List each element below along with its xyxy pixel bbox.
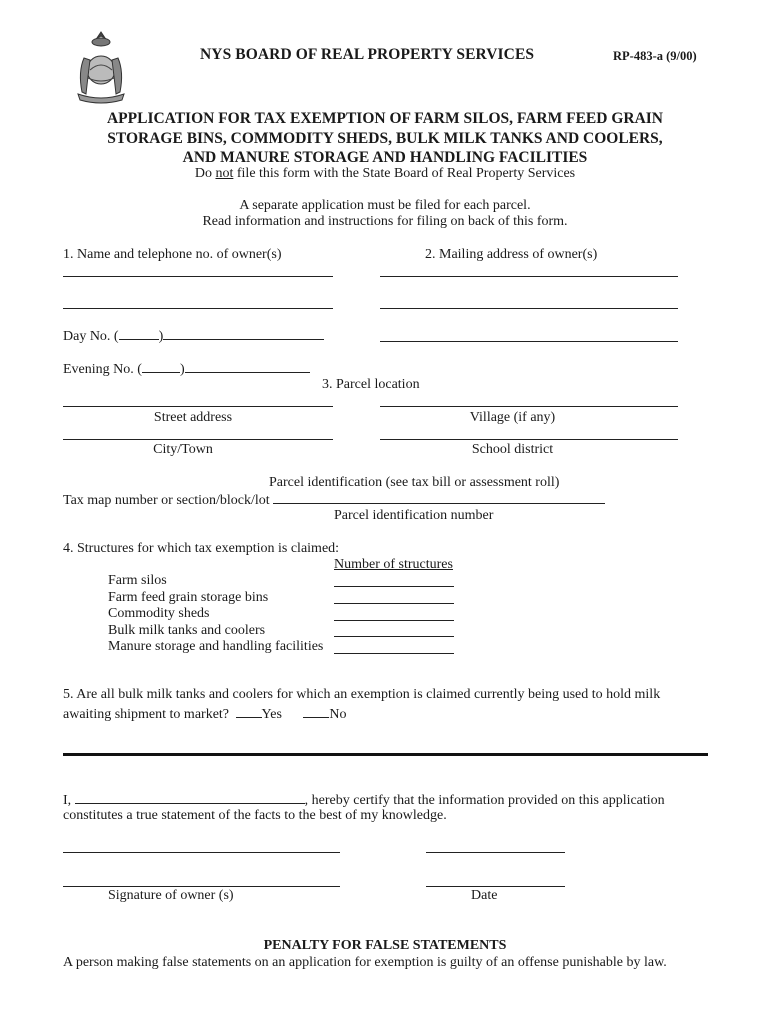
signature-line-1[interactable] — [63, 852, 340, 853]
date-caption: Date — [471, 888, 498, 903]
penalty-text: A person making false statements on an application for exemption is guilty of an offense punishable by law. — [63, 955, 667, 970]
structure-count-commodity-sheds[interactable] — [334, 620, 454, 621]
certify-prefix: I, — [63, 793, 72, 808]
signature-caption: Signature of owner (s) — [108, 888, 234, 903]
notice-rest: file this form with the State Board of Real Property Services — [233, 166, 576, 181]
certify-rest: , hereby certify that the information provided on this application — [304, 793, 665, 808]
yes-label: Yes — [261, 707, 282, 722]
date-line-2[interactable] — [426, 886, 565, 887]
village-caption: Village (if any) — [469, 410, 556, 425]
certifier-name-blank[interactable] — [75, 791, 305, 804]
separate-application-note: A separate application must be filed for each parcel. — [239, 198, 531, 213]
evening-number-blank[interactable] — [185, 360, 310, 373]
mailing-address-line-1[interactable] — [380, 276, 678, 277]
certification-line-1 — [63, 791, 665, 809]
tax-map-blank[interactable] — [273, 491, 605, 504]
yes-blank[interactable] — [236, 705, 262, 718]
evening-phone-label: Evening No. ( — [63, 362, 142, 377]
penalty-heading: PENALTY FOR FALSE STATEMENTS — [263, 938, 507, 953]
form-title-line-1: APPLICATION FOR TAX EXEMPTION OF FARM SILOS, FARM FEED GRAIN — [106, 110, 663, 127]
section-1-label: 1. Name and telephone no. of owner(s) — [63, 247, 282, 262]
no-label: No — [329, 707, 347, 722]
mailing-address-line-3[interactable] — [380, 341, 678, 342]
city-town-line[interactable] — [63, 439, 333, 440]
filing-notice — [0, 166, 770, 182]
agency-name: NYS BOARD OF REAL PROPERTY SERVICES — [200, 46, 535, 63]
day-phone-field[interactable] — [63, 327, 324, 345]
owner-name-line-1[interactable] — [63, 276, 333, 277]
structure-label-bulk-milk-tanks: Bulk milk tanks and coolers — [108, 623, 266, 638]
certification-line-2: constitutes a true statement of the facts to the best of my knowledge. — [63, 808, 447, 823]
structure-count-manure-storage[interactable] — [334, 653, 454, 654]
mailing-address-line-2[interactable] — [380, 308, 678, 309]
day-phone-paren: ) — [158, 329, 164, 344]
section-5-question-cont: awaiting shipment to market? — [63, 707, 230, 722]
section-5-answer-row — [63, 705, 347, 723]
section-4-label: 4. Structures for which tax exemption is claimed: — [63, 541, 340, 556]
parcel-id-note: Parcel identification (see tax bill or assessment roll) — [269, 475, 560, 490]
form-number: RP-483-a (9/00) — [613, 49, 697, 63]
evening-phone-field[interactable] — [63, 360, 310, 378]
date-line-1[interactable] — [426, 852, 565, 853]
tax-map-field[interactable] — [63, 491, 605, 509]
section-5-question: 5. Are all bulk milk tanks and coolers for which an exemption is claimed currently being used to hold milk — [63, 687, 661, 702]
signature-line-2[interactable] — [63, 886, 340, 887]
notice-not: not — [215, 166, 234, 181]
structure-count-bulk-milk-tanks[interactable] — [334, 636, 454, 637]
city-town-caption: City/Town — [153, 442, 213, 457]
no-blank[interactable] — [303, 705, 329, 718]
structure-label-farm-silos: Farm silos — [108, 573, 167, 588]
evening-phone-paren: ) — [179, 362, 185, 377]
section-divider — [63, 753, 708, 756]
form-title-line-2: STORAGE BINS, COMMODITY SHEDS, BULK MILK TANKS AND COOLERS, — [107, 130, 663, 147]
instructions-note: Read information and instructions for filing on back of this form. — [202, 214, 568, 229]
section-2-label: 2. Mailing address of owner(s) — [425, 247, 598, 262]
structure-label-manure-storage: Manure storage and handling facilities — [108, 639, 324, 654]
form-title-line-3: AND MANURE STORAGE AND HANDLING FACILITIES — [182, 149, 588, 166]
school-district-line[interactable] — [380, 439, 678, 440]
evening-area-code-blank[interactable] — [142, 360, 180, 373]
section-3-label: 3. Parcel location — [322, 377, 420, 392]
structure-label-feed-grain-bins: Farm feed grain storage bins — [108, 590, 269, 605]
number-of-structures-header: Number of structures — [334, 557, 453, 572]
notice-do: Do — [194, 166, 216, 181]
day-number-blank[interactable] — [163, 327, 324, 340]
nys-seal-logo — [70, 28, 132, 108]
structure-count-feed-grain-bins[interactable] — [334, 603, 454, 604]
day-phone-label: Day No. ( — [63, 329, 119, 344]
day-area-code-blank[interactable] — [119, 327, 159, 340]
structure-label-commodity-sheds: Commodity sheds — [108, 606, 210, 621]
village-line[interactable] — [380, 406, 678, 407]
parcel-id-caption: Parcel identification number — [334, 508, 494, 523]
owner-name-line-2[interactable] — [63, 308, 333, 309]
tax-map-label: Tax map number or section/block/lot — [63, 493, 270, 508]
structure-count-farm-silos[interactable] — [334, 586, 454, 587]
school-district-caption: School district — [471, 442, 554, 457]
street-address-line[interactable] — [63, 406, 333, 407]
street-address-caption: Street address — [153, 410, 233, 425]
